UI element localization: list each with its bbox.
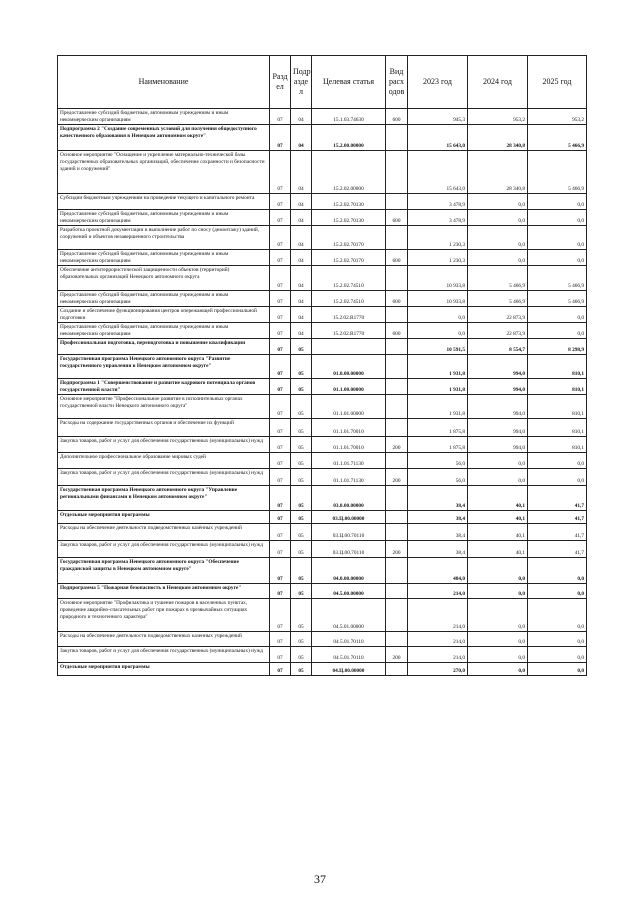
row-value-2024: 0,0 [468,647,528,663]
row-name: Закупка товаров, работ и услуг для обеспечения государственных (муниципальных) нужд [58,469,270,486]
row-razdel: 07 [270,210,291,226]
row-podrazdel: 04 [291,307,312,323]
row-value-2025: 0,0 [528,453,587,469]
row-target: 15.2.00.00000 [312,125,386,151]
row-value-2024: 0,0 [468,194,528,210]
row-podrazdel: 05 [291,469,312,486]
row-value-2024: 22 873,9 [468,323,528,339]
row-target: 03.Ц.00.00000 [312,511,386,524]
row-value-2025: 41,7 [528,486,587,511]
row-podrazdel: 05 [291,339,312,355]
row-podrazdel: 05 [291,355,312,379]
row-vid: 200 [386,469,408,486]
budget-table [57,55,587,676]
row-target: 15.2.02.74510 [312,291,386,307]
row-value-2025: 8 298,9 [528,339,587,355]
row-value-2025: 5 466,9 [528,266,587,291]
row-name: Расходы на обеспечение деятельности подведомственных казенных учреждений [58,632,270,647]
row-value-2025: 0,0 [528,469,587,486]
row-value-2024: 994,0 [468,395,528,419]
table-row [58,210,587,226]
row-value-2024: 0,0 [468,469,528,486]
row-value-2023: 56,0 [408,453,468,469]
row-podrazdel: 04 [291,226,312,250]
row-vid [386,307,408,323]
row-value-2025: 5 466,9 [528,125,587,151]
row-podrazdel: 05 [291,419,312,437]
row-value-2024: 0,0 [468,599,528,632]
row-podrazdel: 05 [291,453,312,469]
header-2024: 2024 год [468,56,528,109]
table-row [58,395,587,419]
row-target: 01.1.01.00000 [312,395,386,419]
row-value-2023: 1 230,3 [408,250,468,266]
row-value-2024: 5 466,9 [468,266,528,291]
row-value-2025: 41,7 [528,524,587,541]
row-value-2023: 214,0 [408,647,468,663]
table-row [58,194,587,210]
row-target: 03.0.00.00000 [312,486,386,511]
row-value-2023: 214,0 [408,632,468,647]
header-vid: Вид расх одов [386,56,408,109]
row-value-2024: 0,0 [468,250,528,266]
row-razdel: 07 [270,663,291,676]
row-razdel: 07 [270,379,291,395]
row-value-2025: 0,0 [528,599,587,632]
row-value-2024: 28 340,8 [468,125,528,151]
table-row [58,469,587,486]
row-vid: 200 [386,541,408,558]
header-2023: 2023 год [408,56,468,109]
table-header-row [58,56,587,109]
row-value-2024: 5 466,9 [468,291,528,307]
row-razdel: 07 [270,632,291,647]
row-razdel: 07 [270,419,291,437]
row-razdel: 07 [270,355,291,379]
row-value-2024: 0,0 [468,632,528,647]
row-target: 01.1.00.00000 [312,379,386,395]
row-podrazdel: 04 [291,210,312,226]
row-value-2023: 10 591,5 [408,339,468,355]
row-value-2023: 945,3 [408,109,468,125]
row-vid [386,419,408,437]
row-value-2024: 22 873,9 [468,307,528,323]
row-target [312,339,386,355]
row-razdel: 07 [270,339,291,355]
row-value-2024: 994,0 [468,437,528,453]
table-row [58,558,587,584]
table-row [58,511,587,524]
table-row [58,599,587,632]
row-name: Обеспечение антитеррористической защищенности объектов (территорий) образовательных организаций Ненецкого автономного округа [58,266,270,291]
row-value-2024: 0,0 [468,663,528,676]
row-value-2025: 0,0 [528,647,587,663]
row-razdel: 07 [270,194,291,210]
row-razdel: 07 [270,453,291,469]
row-name: Предоставление субсидий бюджетным, автономным учреждениям и иным некоммерческим организациям [58,291,270,307]
row-value-2023: 0,0 [408,307,468,323]
row-target: 04.5.01.70110 [312,647,386,663]
row-value-2023: 38,4 [408,541,468,558]
row-value-2023: 38,4 [408,486,468,511]
row-value-2024: 994,0 [468,379,528,395]
row-razdel: 07 [270,437,291,453]
table-row [58,453,587,469]
row-name: Профессиональная подготовка, переподготовка и повышение квалификации [58,339,270,355]
row-target: 15.2.02.70130 [312,194,386,210]
row-podrazdel: 05 [291,599,312,632]
row-vid [386,194,408,210]
row-vid: 600 [386,109,408,125]
row-vid [386,511,408,524]
row-value-2023: 1 230,3 [408,226,468,250]
row-value-2024: 40,1 [468,511,528,524]
row-vid [386,395,408,419]
table-row [58,524,587,541]
row-podrazdel: 04 [291,109,312,125]
row-target: 01.1.01.70010 [312,419,386,437]
row-podrazdel: 04 [291,125,312,151]
row-name: Государственная программа Ненецкого автономного округа "Управление региональными финансами в Ненецком автономном округе" [58,486,270,511]
row-value-2024: 28 340,8 [468,151,528,194]
row-razdel: 07 [270,125,291,151]
row-value-2024: 953,2 [468,109,528,125]
row-razdel: 07 [270,599,291,632]
row-name: Предоставление субсидий бюджетным, автономным учреждениям и иным некоммерческим организациям [58,323,270,339]
table-row [58,291,587,307]
row-target: 03.Ц.00.70110 [312,524,386,541]
row-value-2023: 15 643,0 [408,151,468,194]
row-podrazdel: 04 [291,266,312,291]
row-value-2025: 953,2 [528,109,587,125]
row-podrazdel: 04 [291,291,312,307]
row-vid [386,453,408,469]
row-vid [386,584,408,599]
row-value-2024: 0,0 [468,584,528,599]
row-value-2024: 994,0 [468,355,528,379]
budget-document [57,55,586,676]
header-podrazdel: Подр азде л [291,56,312,109]
row-podrazdel: 04 [291,323,312,339]
row-target: 01.1.01.71130 [312,469,386,486]
row-vid [386,266,408,291]
row-value-2025: 0,0 [528,226,587,250]
row-value-2025: 0,0 [528,584,587,599]
row-razdel: 07 [270,250,291,266]
row-target: 04.5.00.00000 [312,584,386,599]
row-name: Предоставление субсидий бюджетным, автономным учреждениям и иным некоммерческим организациям [58,250,270,266]
row-vid [386,486,408,511]
row-podrazdel: 04 [291,151,312,194]
row-podrazdel: 04 [291,250,312,266]
row-podrazdel: 05 [291,558,312,584]
row-value-2023: 38,4 [408,524,468,541]
row-value-2024: 8 554,7 [468,339,528,355]
row-razdel: 07 [270,307,291,323]
row-value-2023: 3 478,9 [408,210,468,226]
row-value-2025: 810,1 [528,395,587,419]
row-target: 15.2.02.70170 [312,226,386,250]
row-vid: 600 [386,323,408,339]
row-name: Предоставление субсидий бюджетным, автономным учреждениям и иным некоммерческим организациям [58,210,270,226]
row-target: 15.2.02.70170 [312,250,386,266]
row-value-2023: 270,0 [408,663,468,676]
row-value-2023: 484,0 [408,558,468,584]
row-vid [386,558,408,584]
row-value-2025: 5 466,9 [528,291,587,307]
row-vid [386,379,408,395]
row-target: 15.2.02.00000 [312,151,386,194]
row-value-2025: 0,0 [528,194,587,210]
row-value-2024: 0,0 [468,210,528,226]
row-name: Закупка товаров, работ и услуг для обеспечения государственных (муниципальных) нужд [58,647,270,663]
row-razdel: 07 [270,395,291,419]
table-row [58,647,587,663]
table-body [58,109,587,676]
table-row [58,541,587,558]
row-value-2023: 0,0 [408,323,468,339]
row-value-2024: 0,0 [468,226,528,250]
row-vid [386,632,408,647]
table-row [58,226,587,250]
row-name: Государственная программа Ненецкого автономного округа "Обеспечение гражданской защиты в Ненецком автономном округе" [58,558,270,584]
row-razdel: 07 [270,226,291,250]
row-value-2025: 0,0 [528,307,587,323]
row-name: Субсидии бюджетным учреждениям на проведение текущего и капитального ремонта [58,194,270,210]
row-target: 15.2.02.R1770 [312,323,386,339]
row-target: 15.2.02.R1770 [312,307,386,323]
row-value-2025: 0,0 [528,250,587,266]
row-target: 01.1.01.71130 [312,453,386,469]
row-razdel: 07 [270,151,291,194]
row-value-2024: 40,1 [468,486,528,511]
row-razdel: 07 [270,558,291,584]
row-value-2025: 5 466,9 [528,151,587,194]
row-target: 15.2.02.70130 [312,210,386,226]
row-value-2023: 56,0 [408,469,468,486]
row-vid [386,663,408,676]
row-razdel: 07 [270,323,291,339]
row-value-2025: 0,0 [528,210,587,226]
row-value-2025: 0,0 [528,632,587,647]
row-name: Предоставление субсидий бюджетным, автономным учреждениям и иным некоммерческим организациям [58,109,270,125]
row-vid: 600 [386,210,408,226]
row-name: Подпрограмма 1 "Совершенствование и развитие кадрового потенциала органов государственной власти" [58,379,270,395]
table-row [58,419,587,437]
row-value-2025: 41,7 [528,511,587,524]
row-name: Создание и обеспечение функционирования центров опережающей профессиональной подготовки [58,307,270,323]
table-row [58,632,587,647]
row-podrazdel: 05 [291,395,312,419]
row-name: Основное мероприятие "Профилактика и тушение пожаров в населенных пунктах, проведение аварийно-спасательных работ при пожарах в чрезвычайных ситуациях природного и техногенного характера" [58,599,270,632]
row-value-2023: 214,0 [408,599,468,632]
row-vid: 600 [386,291,408,307]
row-value-2025: 810,1 [528,419,587,437]
row-vid [386,339,408,355]
row-vid [386,524,408,541]
row-razdel: 07 [270,486,291,511]
row-podrazdel: 05 [291,541,312,558]
row-podrazdel: 05 [291,524,312,541]
row-razdel: 07 [270,541,291,558]
table-row [58,151,587,194]
row-vid: 600 [386,250,408,266]
row-name: Основное мероприятие "Профессиональное развитие в исполнительных органах государственной власти Ненецкого автономного округа" [58,395,270,419]
row-podrazdel: 05 [291,663,312,676]
row-vid [386,226,408,250]
row-razdel: 07 [270,511,291,524]
table-row [58,379,587,395]
row-target: 04.5.01.00000 [312,599,386,632]
row-value-2023: 38,4 [408,511,468,524]
header-target: Целевая статья [312,56,386,109]
row-value-2025: 810,1 [528,355,587,379]
row-vid [386,355,408,379]
row-vid: 200 [386,437,408,453]
row-value-2023: 15 643,0 [408,125,468,151]
header-name: Наименование [58,56,270,109]
row-target: 01.0.00.00000 [312,355,386,379]
row-value-2025: 810,1 [528,437,587,453]
row-value-2023: 3 478,9 [408,194,468,210]
row-value-2024: 0,0 [468,558,528,584]
header-razdel: Разд ел [270,56,291,109]
table-row [58,250,587,266]
row-value-2025: 0,0 [528,323,587,339]
row-razdel: 07 [270,584,291,599]
table-row [58,437,587,453]
row-podrazdel: 04 [291,194,312,210]
row-target: 15.1.03.74630 [312,109,386,125]
row-razdel: 07 [270,266,291,291]
row-name: Подпрограмма 2 "Создание современных условий для получения общедоступного качественного образования в Ненецком автономном округе" [58,125,270,151]
row-name: Расходы на обеспечение деятельности подведомственных казённых учреждений [58,524,270,541]
row-target: 04.Ц.00.00000 [312,663,386,676]
row-name: Закупка товаров, работ и услуг для обеспечения государственных (муниципальных) нужд [58,437,270,453]
table-row [58,663,587,676]
row-podrazdel: 05 [291,486,312,511]
row-podrazdel: 05 [291,647,312,663]
row-name: Отдельные мероприятия программы [58,663,270,676]
row-name: Закупка товаров, работ и услуг для обеспечения государственных (муниципальных) нужд [58,541,270,558]
row-razdel: 07 [270,109,291,125]
row-vid [386,599,408,632]
page-number: 37 [314,872,326,886]
table-row [58,266,587,291]
row-razdel: 07 [270,647,291,663]
row-name: Отдельные мероприятия программы [58,511,270,524]
row-name: Подпрограмма 5 "Пожарная безопасность в Ненецком автономном округе" [58,584,270,599]
header-2025: 2025 год [528,56,587,109]
row-vid: 200 [386,647,408,663]
row-razdel: 07 [270,524,291,541]
row-value-2025: 810,1 [528,379,587,395]
row-podrazdel: 05 [291,584,312,599]
row-razdel: 07 [270,469,291,486]
row-value-2024: 0,0 [468,453,528,469]
table-row [58,339,587,355]
row-value-2023: 1 931,8 [408,395,468,419]
row-value-2023: 214,0 [408,584,468,599]
row-podrazdel: 05 [291,379,312,395]
row-vid [386,151,408,194]
row-value-2024: 40,1 [468,524,528,541]
row-podrazdel: 05 [291,511,312,524]
row-value-2023: 1 875,8 [408,419,468,437]
row-razdel: 07 [270,291,291,307]
row-target: 04.0.00.00000 [312,558,386,584]
row-value-2023: 10 933,8 [408,266,468,291]
table-row [58,323,587,339]
table-row [58,307,587,323]
row-name: Разработка проектной документации и выполнение работ по сносу (демонтажу) зданий, сооружений и объектов незавершенного строительства [58,226,270,250]
row-name: Расходы на содержание государственных органов и обеспечение их функций [58,419,270,437]
row-value-2025: 41,7 [528,541,587,558]
table-row [58,486,587,511]
row-value-2023: 1 875,8 [408,437,468,453]
table-row [58,584,587,599]
table-row [58,109,587,125]
row-value-2023: 10 933,8 [408,291,468,307]
row-podrazdel: 05 [291,632,312,647]
row-value-2025: 0,0 [528,663,587,676]
row-target: 01.1.01.70010 [312,437,386,453]
row-target: 03.Ц.00.70110 [312,541,386,558]
table-row [58,355,587,379]
row-value-2024: 994,0 [468,419,528,437]
table-row [58,125,587,151]
row-podrazdel: 05 [291,437,312,453]
row-name: Дополнительное профессиональное образование мировых судей [58,453,270,469]
row-value-2023: 1 931,8 [408,379,468,395]
row-value-2023: 1 931,8 [408,355,468,379]
row-name: Государственная программа Ненецкого автономного округа "Развитие государственного управления в Ненецком автономном округе" [58,355,270,379]
row-value-2025: 0,0 [528,558,587,584]
row-name: Основное мероприятие "Оснащение и укрепление материально-технической базы государственных образовательных организаций, обеспечение сохранности и безопасности зданий и сооружений" [58,151,270,194]
row-target: 04.5.01.70110 [312,632,386,647]
row-vid [386,125,408,151]
row-value-2024: 40,1 [468,541,528,558]
row-target: 15.2.02.74510 [312,266,386,291]
